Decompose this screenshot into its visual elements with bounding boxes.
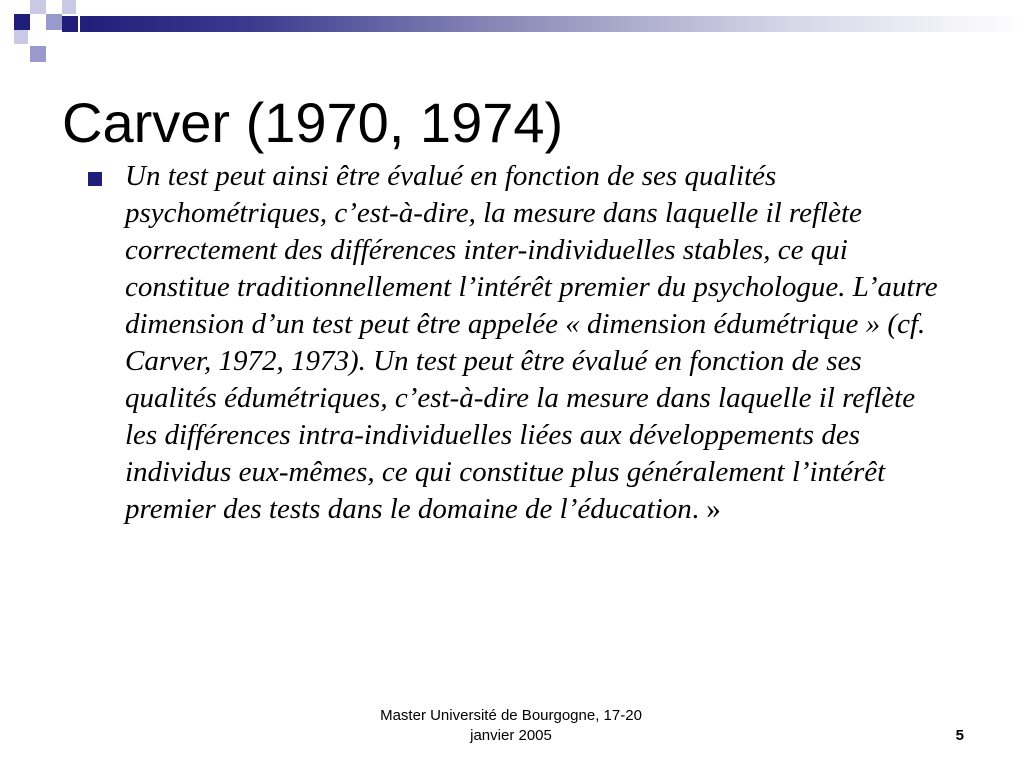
bullet-text: Un test peut ainsi être évalué en fonction de ses qualités psychométriques, c’est-à-dire, la mesure dans laquelle il reflète correctement des différences inter-individuelles stables, ce qui constitue traditionnellement l’intérêt premier du psychologue. L’autre dimension d’un test peut être appelée « dimension édumétrique » (cf. Carver, 1972, 1973). Un test peut être évalué en fonction de ses qualités édumétriques, c’est-à-dire la mesure dans laquelle il reflète les différences intra-individuelles liées aux développements des individus eux-mêmes, ce qui constitue plus généralement l’intérêt premier des tests dans le domaine de l’éducation: [125, 160, 938, 525]
decor-square: [62, 16, 78, 32]
slide-content: [88, 158, 938, 528]
decor-square: [62, 0, 76, 14]
slide-footer: [346, 706, 676, 746]
decor-square: [14, 30, 28, 44]
page-number: 5: [955, 727, 964, 744]
bullet-paragraph: [125, 158, 938, 528]
square-bullet-icon: [88, 172, 102, 186]
bullet-text-ending: . »: [691, 493, 721, 525]
decor-square: [30, 0, 46, 14]
footer-line-1: Master Université de Bourgogne, 17-20: [380, 707, 642, 724]
slide-title: Carver (1970, 1974): [62, 91, 564, 154]
decor-square: [46, 14, 62, 30]
decor-square: [30, 46, 46, 62]
header-gradient-bar: [80, 16, 1024, 32]
footer-line-2: janvier 2005: [470, 727, 552, 744]
decor-square: [14, 14, 30, 30]
